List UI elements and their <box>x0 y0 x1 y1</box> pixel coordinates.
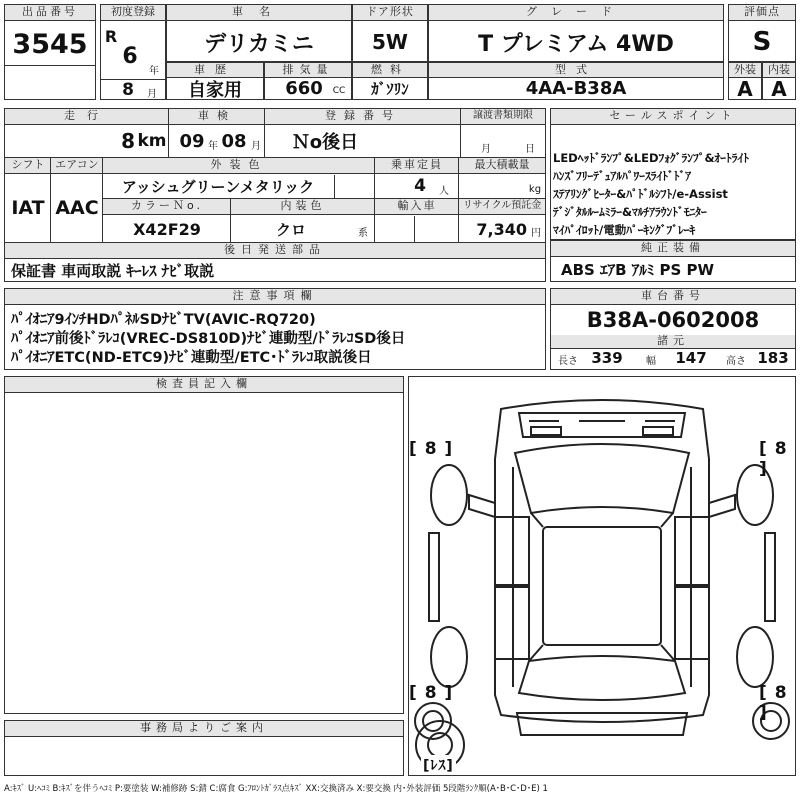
inspection-year: 09 <box>179 130 205 152</box>
transfer-month: 月 <box>481 143 491 155</box>
history-label: 車歴 <box>167 63 263 78</box>
grade-box <box>428 4 724 62</box>
score-label: 評価点 <box>729 5 795 21</box>
lot-number: 3545 <box>12 28 88 60</box>
height: 183 <box>757 349 789 367</box>
inspector-box <box>4 376 404 714</box>
spec-label: 諸元 <box>551 335 795 349</box>
legend: A:ｷｽﾞ U:ﾍｺﾐ B:ｷｽﾞを伴うﾍｺﾐ P:要塗装 W:補修跡 S:錆 C:腐食 G:ﾌﾛﾝﾄｶﾞﾗｽ点ｷｽﾞ XX:交換済み X:要交換 内･外装評価 5段階ﾗﾝｸ順(A･B･C･D･E) 1 <box>4 784 548 794</box>
interior-color-label: 内装色 <box>231 199 375 215</box>
recycle-fee: 7,340 <box>476 219 527 239</box>
inspection-label: 車検 <box>169 109 265 125</box>
recycle-label: リサイクル預託金 <box>459 199 545 215</box>
history: 自家用 <box>188 79 242 101</box>
recycle-unit: 円 <box>531 227 541 239</box>
inspection-month: 08 <box>221 130 247 152</box>
tire-front-left: [ 8 ] <box>409 439 454 459</box>
model: 4AA-B38A <box>525 78 627 99</box>
year-unit: 年 <box>149 65 159 77</box>
equipment-box <box>550 240 796 282</box>
note-line: ﾊﾟｲｵﾆｱ前後ﾄﾞﾗﾚｺ(VREC-DS810D)ﾅﾋﾞ連動型/ﾄﾞﾗﾚｺSD後日 <box>11 330 406 347</box>
car-diagram <box>409 377 795 775</box>
interior-grade: A <box>771 76 787 101</box>
length-label: 長さ <box>558 355 578 367</box>
spare-tire: [ﾚｽ] <box>421 755 456 775</box>
fuel: ｶﾞｿﾘﾝ <box>371 80 409 98</box>
interior-color-suffix: 系 <box>358 227 368 239</box>
lot-box <box>4 4 96 100</box>
notes-title: 注意事項欄 <box>5 289 545 305</box>
office-box <box>4 720 404 776</box>
office-title: 事務局よりご案内 <box>5 721 403 737</box>
sales-line: ﾏｲﾊﾟｲﾛｯﾄ/電動ﾊﾟｰｷﾝｸﾞﾌﾞﾚｰｷ <box>553 223 696 237</box>
shift: IAT <box>11 197 45 219</box>
capacity-label: 乗車定員 <box>375 158 459 174</box>
width: 147 <box>675 349 707 367</box>
mileage: 8 <box>121 129 135 153</box>
sales-line: ﾃﾞｼﾞﾀﾙﾙｰﾑﾐﾗｰ&ﾏﾙﾁｱﾗｳﾝﾄﾞﾓﾆﾀｰ <box>553 205 707 219</box>
equipment-label: 純正装備 <box>551 241 795 257</box>
registration-number: Ｎo後日 <box>291 132 359 153</box>
inspection-year-unit: 年 <box>208 140 218 152</box>
transfer-label: 譲渡書類期限 <box>461 109 545 125</box>
exterior-label: 外装 <box>729 63 761 78</box>
length: 339 <box>591 349 623 367</box>
score: S <box>752 27 772 57</box>
vehicle-info-block <box>4 108 546 282</box>
displacement-box <box>264 62 352 100</box>
height-label: 高さ <box>726 355 746 367</box>
sales-line: ｽﾃｱﾘﾝｸﾞﾋｰﾀｰ&ﾊﾟﾄﾞﾙｼﾌﾄ/e-Assist <box>553 187 728 201</box>
inspector-title: 検査員記入欄 <box>5 377 403 393</box>
fuel-box <box>352 62 428 100</box>
sales-title: セールスポイント <box>551 109 795 125</box>
door-label: ドア形状 <box>353 5 427 21</box>
exterior-grade-box <box>728 62 762 100</box>
first-registration-box <box>100 4 166 100</box>
later-parts: 保証書 車両取説 ｷｰﾚｽ ﾅﾋﾞ取説 <box>11 261 215 280</box>
air-conditioner: AAC <box>55 197 99 219</box>
capacity: 4 <box>414 176 426 196</box>
displacement-label: 排気量 <box>265 63 351 78</box>
transfer-day: 日 <box>525 143 535 155</box>
shift-label: シフト <box>5 158 51 174</box>
chassis-label: 車台番号 <box>551 289 795 305</box>
chassis-number: B38A-0602008 <box>586 308 760 332</box>
lot-label: 出品番号 <box>5 5 95 21</box>
car-diagram-box <box>408 376 796 776</box>
month-unit: 月 <box>147 88 157 100</box>
reg-year: 6 <box>122 43 138 69</box>
model-label: 型式 <box>429 63 723 78</box>
interior-grade-box <box>762 62 796 100</box>
car-name: デリカミニ <box>204 31 314 57</box>
load-unit: kg <box>528 183 542 195</box>
sales-points-box <box>550 108 796 240</box>
displacement-unit: CC <box>332 86 346 96</box>
load-label: 最大積載量 <box>459 158 545 174</box>
equipment: ABS ｴｱB ｱﾙﾐ PS PW <box>561 260 715 279</box>
car-name-box <box>166 4 352 62</box>
interior-label: 内装 <box>763 63 795 78</box>
later-parts-label: 後日発送部品 <box>5 243 545 259</box>
color-name: アッシュグリーンメタリック <box>121 177 315 196</box>
displacement: 660 <box>285 78 323 99</box>
fuel-label: 燃料 <box>353 63 427 78</box>
inspection-month-unit: 月 <box>251 140 261 152</box>
model-box <box>428 62 724 100</box>
grade-label: グレード <box>429 5 723 21</box>
reg-month: 8 <box>122 80 134 100</box>
car-name-label: 車名 <box>167 5 351 21</box>
grade: T プレミアム 4WD <box>478 31 674 57</box>
tire-rear-left: [ 8 ] <box>409 683 454 703</box>
mileage-unit: km <box>137 131 167 151</box>
exterior-grade: A <box>737 76 753 101</box>
import-label: 輸入車 <box>375 199 459 215</box>
sales-line: ﾊﾝｽﾞﾌﾘｰﾃﾞｭｱﾙﾊﾟﾜｰｽﾗｲﾄﾞﾄﾞｱ <box>553 169 691 183</box>
capacity-unit: 人 <box>439 185 449 197</box>
sales-line: LEDﾍｯﾄﾞﾗﾝﾌﾟ&LEDﾌｫｸﾞﾗﾝﾌﾟ&ｵｰﾄﾗｲﾄ <box>553 151 750 165</box>
color-no-label: カラーＮo. <box>103 199 231 215</box>
tire-rear-right: [ 8 ] <box>759 683 788 723</box>
era: R <box>104 26 118 46</box>
note-line: ﾊﾟｲｵﾆｱETC(ND-ETC9)ﾅﾋﾞ連動型/ETC･ﾄﾞﾗﾚｺ取説後日 <box>11 349 372 366</box>
tire-front-right: [ 8 ] <box>759 439 788 479</box>
door-box <box>352 4 428 62</box>
score-box <box>728 4 796 62</box>
ac-label: エアコン <box>51 158 103 174</box>
color-number: X42F29 <box>133 219 201 239</box>
chassis-box <box>550 288 796 370</box>
reg-no-label: 登録番号 <box>265 109 461 125</box>
width-label: 幅 <box>646 355 656 367</box>
notes-box <box>4 288 546 370</box>
mileage-label: 走行 <box>5 109 169 125</box>
door-type: 5W <box>372 30 408 54</box>
interior-color: クロ <box>275 220 306 239</box>
note-line: ﾊﾟｲｵﾆｱ9ｲﾝﾁHDﾊﾟﾈﾙSDﾅﾋﾞTV(AVIC-RQ720) <box>11 311 316 328</box>
color-label: 外装色 <box>103 158 375 174</box>
history-box <box>166 62 264 100</box>
first-reg-label: 初度登録 <box>101 5 165 21</box>
